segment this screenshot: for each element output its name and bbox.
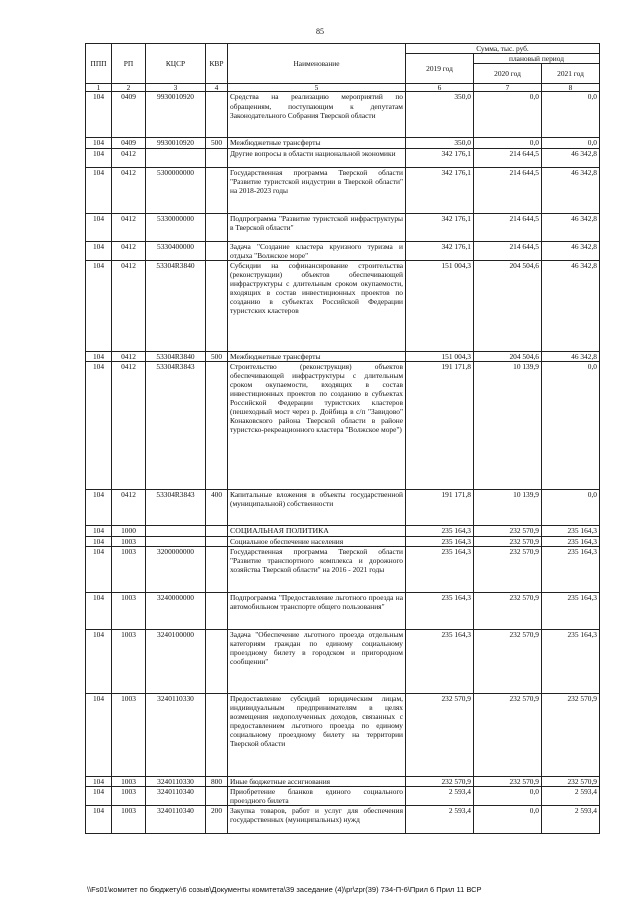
header-kvr: КВР [206,44,228,84]
kvr-cell [206,92,228,138]
name-cell: Государственная программа Тверской области "Развитие транспортного комплекса и дорожного хозяйства Тверской области" на 2016 - 2021 годы [228,546,406,592]
name-cell: Средства на реализацию мероприятий по обращениям, поступающим к депутатам Законодательного Собрания Тверской области [228,92,406,138]
header-rp: РП [112,44,146,84]
rp-cell: 0412 [112,351,146,361]
table-row [86,351,600,361]
kvr-cell [206,167,228,213]
value-2019-cell: 232 570,9 [406,776,474,786]
column-index: 1 [86,84,112,92]
value-2021-cell: 2 593,4 [542,786,600,805]
budget-table [85,43,600,834]
column-index-row [86,84,600,92]
value-2020-cell: 10 139,9 [474,361,542,489]
kvr-cell: 800 [206,776,228,786]
value-2020-cell: 232 570,9 [474,525,542,536]
ppp-cell: 104 [86,92,112,138]
table-row [86,92,600,138]
ppp-cell: 104 [86,786,112,805]
ppp-cell: 104 [86,167,112,213]
value-2020-cell: 204 504,6 [474,351,542,361]
header-year-2020: 2020 год [474,64,542,84]
table-header [86,44,600,92]
kcsr-cell: 9930010920 [146,138,206,148]
value-2019-cell: 191 171,8 [406,361,474,489]
value-2020-cell: 0,0 [474,138,542,148]
kcsr-cell [146,148,206,167]
kvr-cell [206,536,228,546]
header-planned-period: плановый период [474,54,600,64]
table-row [86,786,600,805]
column-index: 2 [112,84,146,92]
value-2020-cell: 10 139,9 [474,489,542,525]
value-2020-cell: 232 570,9 [474,776,542,786]
rp-cell: 1003 [112,536,146,546]
value-2021-cell: 235 164,3 [542,592,600,629]
ppp-cell: 104 [86,776,112,786]
ppp-cell: 104 [86,629,112,693]
name-cell: Предоставление субсидий юридическим лицам, индивидуальным предпринимателям в целях возмещения недополученных доходов, связанных с предоставлением льготного проезда по единому социальному проездному билету на территории Тверской области [228,693,406,776]
ppp-cell: 104 [86,693,112,776]
kcsr-cell: 3240110330 [146,776,206,786]
header-year-2021: 2021 год [542,64,600,84]
value-2021-cell: 0,0 [542,361,600,489]
header-name: Наименование [228,44,406,84]
name-cell: Подпрограмма "Развитие туристской инфраструктуры в Тверской области" [228,213,406,241]
table-row [86,241,600,260]
name-cell: Задача "Обеспечение льготного проезда отдельным категориям граждан по единому социальному проездному билету в городском и пригородном сообщении" [228,629,406,693]
table-row [86,138,600,148]
kvr-cell: 400 [206,489,228,525]
table-row [86,592,600,629]
table-row [86,213,600,241]
header-kcsr: КЦСР [146,44,206,84]
kcsr-cell: 53304R3843 [146,361,206,489]
table-row [86,167,600,213]
name-cell: Государственная программа Тверской области "Развитие туристской индустрии в Тверской области" на 2018-2023 годы [228,167,406,213]
kcsr-cell: 3200000000 [146,546,206,592]
value-2019-cell: 342 176,1 [406,241,474,260]
table-row [86,629,600,693]
name-cell: Другие вопросы в области национальной экономики [228,148,406,167]
kcsr-cell: 5330000000 [146,213,206,241]
kvr-cell [206,592,228,629]
kcsr-cell: 5300000000 [146,167,206,213]
name-cell: Субсидии на софинансирование строительства (реконструкции) объектов обеспечивающей инфраструктуры с длительным сроком окупаемости, входящих в состав инвестиционных проектов по созданию в субъектах Российской Федерации туристских кластеров [228,260,406,351]
name-cell: Строительство (реконструкция) объектов обеспечивающей инфраструктуры с длительным сроком окупаемости, входящих в состав инвестиционных проектов по созданию в субъектах Российской Федерации туристских кластеров (пешеходный мост через р. Дойбица в с/п "Завидово" Конаковского района Тверской области в районе туристско-рекреационного кластера "Волжское море") [228,361,406,489]
kcsr-cell [146,536,206,546]
column-index: 4 [206,84,228,92]
value-2019-cell: 191 171,8 [406,489,474,525]
kvr-cell [206,693,228,776]
name-cell: Закупка товаров, работ и услуг для обеспечения государственных (муниципальных) нужд [228,805,406,833]
value-2019-cell: 235 164,3 [406,525,474,536]
kvr-cell [206,241,228,260]
value-2019-cell: 235 164,3 [406,536,474,546]
kcsr-cell: 53304R3840 [146,260,206,351]
value-2020-cell: 0,0 [474,92,542,138]
value-2021-cell: 235 164,3 [542,525,600,536]
table-row [86,260,600,351]
kvr-cell [206,148,228,167]
value-2020-cell: 214 644,5 [474,167,542,213]
value-2021-cell: 0,0 [542,138,600,148]
table-row [86,693,600,776]
ppp-cell: 104 [86,241,112,260]
ppp-cell: 104 [86,546,112,592]
kvr-cell [206,525,228,536]
value-2019-cell: 350,0 [406,138,474,148]
rp-cell: 1003 [112,776,146,786]
kcsr-cell: 53304R3840 [146,351,206,361]
name-cell: Задача "Создание кластера круизного туризма и отдыха "Волжское море" [228,241,406,260]
kvr-cell: 200 [206,805,228,833]
header-ppp: ППП [86,44,112,84]
kvr-cell: 500 [206,138,228,148]
rp-cell: 1003 [112,546,146,592]
table-row [86,776,600,786]
rp-cell: 0412 [112,260,146,351]
value-2021-cell: 46 342,8 [542,213,600,241]
kcsr-cell: 3240110340 [146,805,206,833]
value-2021-cell: 46 342,8 [542,148,600,167]
column-index: 7 [474,84,542,92]
rp-cell: 0412 [112,489,146,525]
table-row [86,148,600,167]
ppp-cell: 104 [86,351,112,361]
table-row [86,525,600,536]
rp-cell: 1003 [112,693,146,776]
name-cell: Социальное обеспечение населения [228,536,406,546]
column-index: 3 [146,84,206,92]
value-2020-cell: 232 570,9 [474,536,542,546]
name-cell: Приобретение бланков единого социального проездного билета [228,786,406,805]
value-2020-cell: 214 644,5 [474,213,542,241]
ppp-cell: 104 [86,361,112,489]
kvr-cell [206,786,228,805]
value-2020-cell: 232 570,9 [474,546,542,592]
value-2019-cell: 235 164,3 [406,592,474,629]
kvr-cell [206,213,228,241]
value-2020-cell: 0,0 [474,786,542,805]
ppp-cell: 104 [86,805,112,833]
rp-cell: 0412 [112,148,146,167]
kvr-cell [206,361,228,489]
value-2020-cell: 214 644,5 [474,241,542,260]
rp-cell: 0412 [112,167,146,213]
value-2019-cell: 235 164,3 [406,629,474,693]
rp-cell: 0409 [112,138,146,148]
kvr-cell [206,546,228,592]
kvr-cell [206,629,228,693]
value-2021-cell: 235 164,3 [542,629,600,693]
value-2021-cell: 0,0 [542,489,600,525]
kcsr-cell: 5330400000 [146,241,206,260]
value-2019-cell: 151 004,3 [406,260,474,351]
column-index: 6 [406,84,474,92]
name-cell: Подпрограмма "Предоставление льготного проезда на автомобильном транспорте общего пользования" [228,592,406,629]
value-2019-cell: 342 176,1 [406,148,474,167]
name-cell: СОЦИАЛЬНАЯ ПОЛИТИКА [228,525,406,536]
kvr-cell [206,260,228,351]
column-index: 5 [228,84,406,92]
value-2019-cell: 350,0 [406,92,474,138]
kvr-cell: 500 [206,351,228,361]
value-2019-cell: 2 593,4 [406,786,474,805]
ppp-cell: 104 [86,260,112,351]
value-2020-cell: 0,0 [474,805,542,833]
header-sum: Сумма, тыс. руб. [406,44,600,54]
value-2021-cell: 232 570,9 [542,776,600,786]
value-2021-cell: 46 342,8 [542,260,600,351]
value-2021-cell: 46 342,8 [542,241,600,260]
value-2021-cell: 2 593,4 [542,805,600,833]
kcsr-cell: 3240110340 [146,786,206,805]
ppp-cell: 104 [86,489,112,525]
table-body [86,92,600,833]
value-2019-cell: 232 570,9 [406,693,474,776]
kcsr-cell: 3240100000 [146,629,206,693]
name-cell: Межбюджетные трансферты [228,138,406,148]
rp-cell: 0412 [112,361,146,489]
header-year-2019: 2019 год [406,54,474,84]
ppp-cell: 104 [86,138,112,148]
value-2020-cell: 214 644,5 [474,148,542,167]
value-2020-cell: 232 570,9 [474,629,542,693]
value-2019-cell: 342 176,1 [406,213,474,241]
table-row [86,361,600,489]
value-2021-cell: 235 164,3 [542,536,600,546]
value-2021-cell: 232 570,9 [542,693,600,776]
kcsr-cell [146,525,206,536]
kcsr-cell: 3240000000 [146,592,206,629]
value-2020-cell: 232 570,9 [474,592,542,629]
file-path-footer: \\Fs01\комитет по бюджету\6 созыв\Документы комитета\39 заседание (4)\pr\zpr(39) 734-П-6\Прил 6 Прил 11 ВСР [87,885,482,894]
rp-cell: 1003 [112,805,146,833]
name-cell: Межбюджетные трансферты [228,351,406,361]
rp-cell: 1003 [112,786,146,805]
rp-cell: 0412 [112,213,146,241]
value-2021-cell: 46 342,8 [542,167,600,213]
rp-cell: 1000 [112,525,146,536]
name-cell: Иные бюджетные ассигнования [228,776,406,786]
value-2019-cell: 2 593,4 [406,805,474,833]
value-2019-cell: 342 176,1 [406,167,474,213]
rp-cell: 1003 [112,629,146,693]
table-row [86,546,600,592]
rp-cell: 1003 [112,592,146,629]
value-2021-cell: 46 342,8 [542,351,600,361]
value-2020-cell: 204 504,6 [474,260,542,351]
value-2020-cell: 232 570,9 [474,693,542,776]
ppp-cell: 104 [86,536,112,546]
table-row [86,536,600,546]
ppp-cell: 104 [86,213,112,241]
ppp-cell: 104 [86,592,112,629]
kcsr-cell: 9930010920 [146,92,206,138]
rp-cell: 0412 [112,241,146,260]
value-2021-cell: 235 164,3 [542,546,600,592]
kcsr-cell: 3240110330 [146,693,206,776]
table-row [86,805,600,833]
value-2021-cell: 0,0 [542,92,600,138]
ppp-cell: 104 [86,148,112,167]
page-number: 85 [316,27,324,36]
table-row [86,489,600,525]
ppp-cell: 104 [86,525,112,536]
name-cell: Капитальные вложения в объекты государственной (муниципальной) собственности [228,489,406,525]
value-2019-cell: 235 164,3 [406,546,474,592]
rp-cell: 0409 [112,92,146,138]
column-index: 8 [542,84,600,92]
value-2019-cell: 151 004,3 [406,351,474,361]
kcsr-cell: 53304R3843 [146,489,206,525]
